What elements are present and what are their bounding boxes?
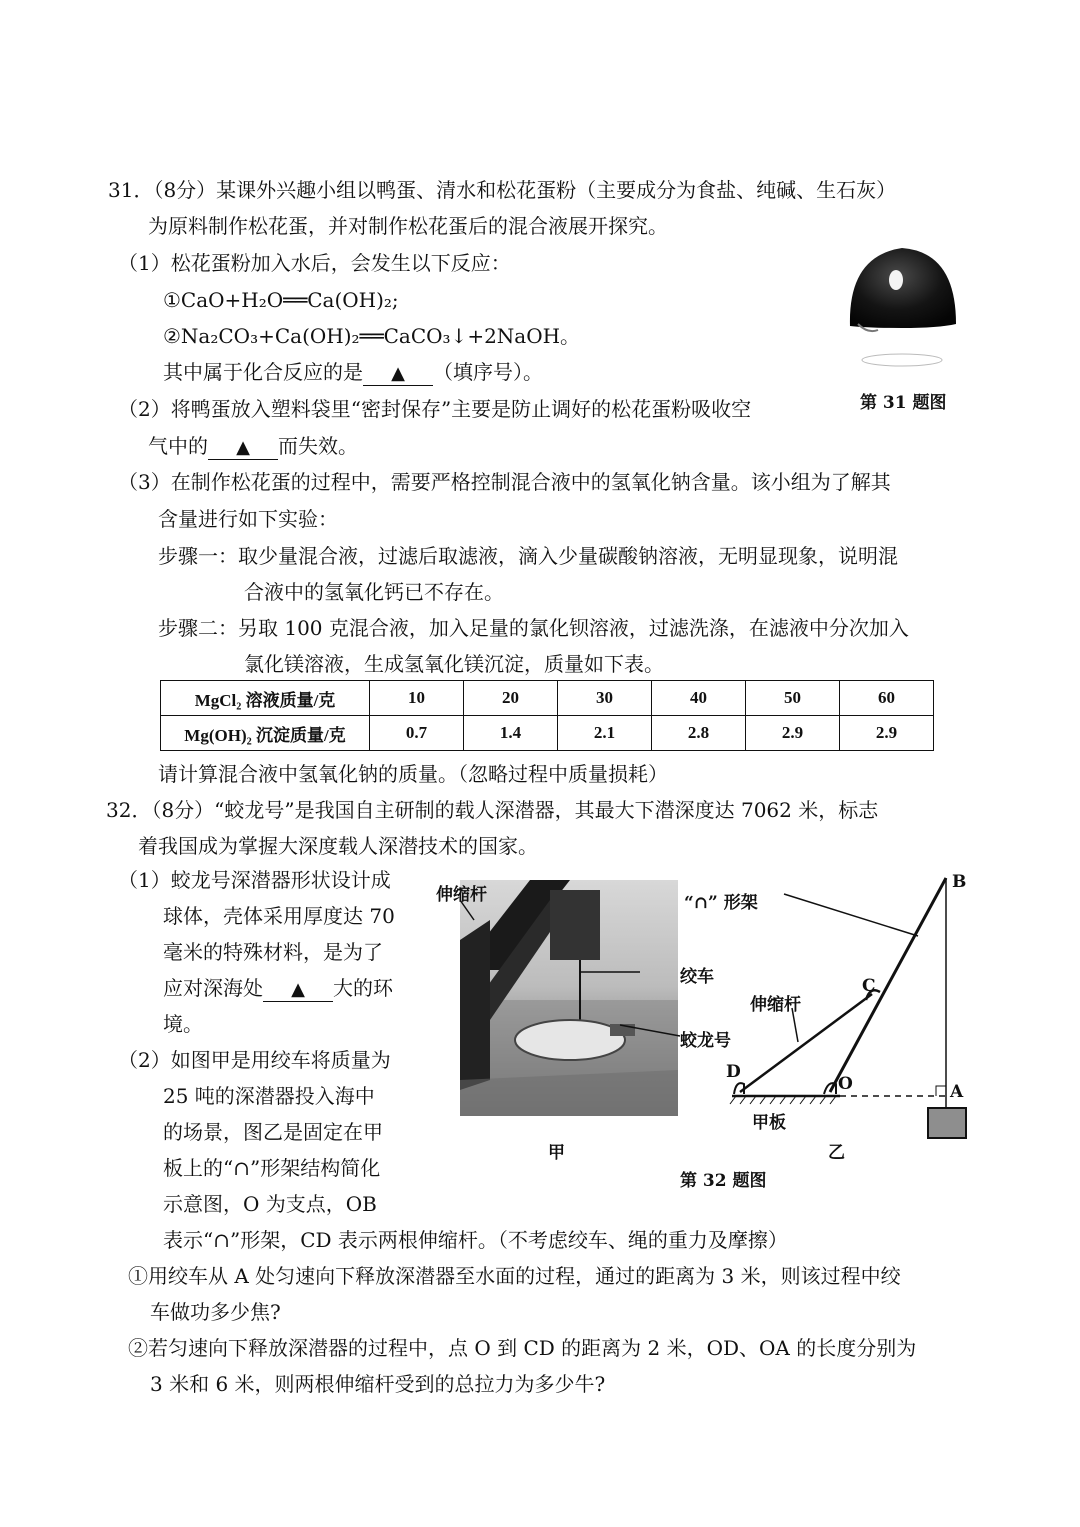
table-cell: 2.9 — [840, 716, 934, 751]
label-jiaolong: 蛟龙号 — [680, 1031, 731, 1051]
q32-sub2-line2: 3 米和 6 米，则两根伸缩杆受到的总拉力为多少牛? — [150, 1372, 606, 1396]
q31-part2-line2-b: 而失效。 — [278, 434, 358, 458]
q32-part1-line3: 毫米的特殊材料，是为了 — [163, 940, 383, 964]
q32-part1-line4-a: 应对深海处 — [163, 976, 263, 1000]
table-row — [161, 716, 934, 751]
structure-diagram-b — [700, 870, 990, 1150]
q32-part2-line4: 板上的“∩”形架结构简化 — [163, 1156, 381, 1180]
q32-part1-line1: （1）蛟龙号深潜器形状设计成 — [118, 868, 391, 892]
table-cell: 20 — [464, 681, 558, 716]
q32-part1-line4-b: 大的环 — [333, 976, 393, 1000]
triangle-mark-icon: ▲ — [391, 363, 405, 384]
q32-sub2-line1: ②若匀速向下释放深潜器的过程中，点 O 到 CD 的距离为 2 米，OD、OA 的长度分别为 — [128, 1336, 917, 1360]
q31-part1-intro: （1）松花蛋粉加入水后，会发生以下反应： — [118, 251, 511, 275]
label-fig-b: 乙 — [828, 1143, 845, 1163]
table-cell: 40 — [652, 681, 746, 716]
q31-part3-line1: （3）在制作松花蛋的过程中，需要严格控制混合液中的氢氧化钠含量。该小组为了解其 — [118, 470, 891, 494]
table-cell: 2.8 — [652, 716, 746, 751]
q32-part2-line6: 表示“∩”形架，CD 表示两根伸缩杆。（不考虑绞车、绳的重力及摩擦） — [163, 1228, 788, 1252]
q31-stem-line1: 31．（8分）某课外兴趣小组以鸭蛋、清水和松花蛋粉（主要成分为食盐、纯碱、生石灰） — [108, 178, 897, 202]
q32-part2-line5: 示意图，O 为支点，OB — [163, 1192, 377, 1216]
q31-reaction-2: ②Na₂CO₃+Ca(OH)₂══CaCO₃↓+2NaOH。 — [163, 324, 581, 348]
table-cell: 30 — [558, 681, 652, 716]
q31-figure-caption: 第 31 题图 — [860, 393, 947, 413]
label-frame: “∩” 形架 — [684, 893, 758, 913]
q32-part2-line2: 25 吨的深潜器投入海中 — [163, 1084, 375, 1108]
point-label-b: B — [952, 872, 967, 892]
q31-stem-line2: 为原料制作松花蛋，并对制作松花蛋后的混合液展开探究。 — [148, 214, 668, 238]
table-cell: 10 — [370, 681, 464, 716]
q32-stem-line1: 32．（8分）“蛟龙号”是我国自主研制的载人深潜器，其最大下潜深度达 7062 米，标志 — [106, 798, 879, 822]
label-telescopic-rod-b: 伸缩杆 — [750, 995, 801, 1015]
q32-sub1-line1: ①用绞车从 A 处匀速向下释放深潜器至水面的过程，通过的距离为 3 米，则该过程中绞 — [128, 1264, 901, 1288]
point-label-d: D — [726, 1062, 741, 1082]
q32-part2-line3: 的场景，图乙是固定在甲 — [163, 1120, 383, 1144]
q32-part1-line4 — [163, 974, 393, 1002]
table-header-cell: MgCl₂ 溶液质量/克 — [161, 681, 370, 716]
q32-part2-line1: （2）如图甲是用绞车将质量为 — [118, 1048, 391, 1072]
label-winch: 绞车 — [680, 967, 714, 987]
table-row — [161, 681, 934, 716]
q31-part2-line2-a: 气中的 — [148, 434, 208, 458]
answer-blank — [363, 361, 433, 386]
q32-figure-caption: 第 32 题图 — [680, 1171, 767, 1191]
q31-part2-line1: （2）将鸭蛋放入塑料袋里“密封保存”主要是防止调好的松花蛋粉吸收空 — [118, 397, 752, 421]
q32-part1-line5: 境。 — [163, 1012, 203, 1036]
q31-ask: 请计算混合液中氢氧化钠的质量。（忽略过程中质量损耗） — [158, 762, 668, 786]
table-cell: 2.1 — [558, 716, 652, 751]
table-header-cell: Mg(OH)₂ 沉淀质量/克 — [161, 716, 370, 751]
q32-sub1-line2: 车做功多少焦? — [150, 1300, 281, 1324]
q31-step2-line2: 氯化镁溶液，生成氢氧化镁沉淀，质量如下表。 — [244, 652, 664, 676]
answer-blank — [263, 977, 333, 1002]
data-table — [160, 680, 934, 751]
triangle-mark-icon: ▲ — [291, 979, 305, 1000]
table-cell: 0.7 — [370, 716, 464, 751]
triangle-mark-icon: ▲ — [236, 437, 250, 458]
label-deck: 甲板 — [752, 1113, 786, 1133]
q31-step1-line1: 步骤一：取少量混合液，过滤后取滤液，滴入少量碳酸钠溶液，无明显现象，说明混 — [158, 544, 898, 568]
table-cell: 60 — [840, 681, 934, 716]
q32-part1-line2: 球体，壳体采用厚度达 70 — [163, 904, 395, 928]
q31-part1-question — [163, 358, 543, 386]
table-cell: 50 — [746, 681, 840, 716]
point-label-a: A — [950, 1082, 964, 1102]
q31-part1-question-b: （填序号）。 — [433, 360, 543, 384]
q32-stem-line2: 着我国成为掌握大深度载人深潜技术的国家。 — [138, 834, 538, 858]
preserved-egg-image — [838, 236, 968, 376]
q31-step1-line2: 合液中的氢氧化钙已不存在。 — [244, 580, 504, 604]
q31-part2-line2 — [148, 432, 358, 460]
label-fig-a: 甲 — [548, 1143, 565, 1163]
q31-part1-question-a: 其中属于化合反应的是 — [163, 360, 363, 384]
q31-part3-line2: 含量进行如下实验： — [158, 507, 338, 531]
label-telescopic-rod-a: 伸缩杆 — [436, 885, 487, 905]
table-cell: 2.9 — [746, 716, 840, 751]
table-cell: 1.4 — [464, 716, 558, 751]
q31-reaction-1: ①CaO+H₂O══Ca(OH)₂; — [163, 288, 399, 312]
point-label-o: O — [838, 1074, 853, 1094]
q31-step2-line1: 步骤二：另取 100 克混合液，加入足量的氯化钡溶液，过滤洗涤，在滤液中分次加入 — [158, 616, 909, 640]
point-label-c: C — [862, 976, 876, 996]
answer-blank — [208, 435, 278, 460]
